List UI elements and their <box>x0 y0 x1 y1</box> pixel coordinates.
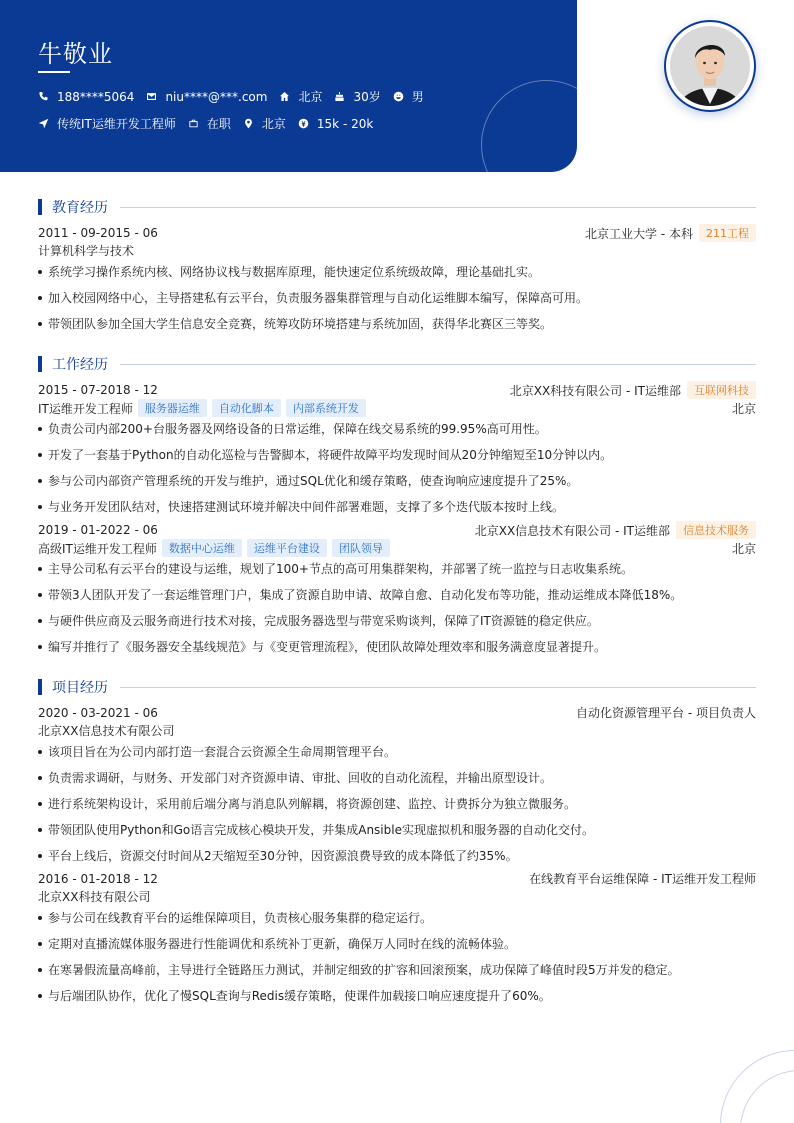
bullet-text: 该项目旨在为公司内部打造一套混合云资源全生命周期管理平台。 <box>48 745 397 759</box>
bullet-text: 定期对直播流媒体服务器进行性能调优和系统补丁更新，确保万人同时在线的流畅体验。 <box>48 937 517 951</box>
bullet-dot <box>38 750 42 754</box>
money-icon <box>298 118 309 129</box>
bullet-dot <box>38 828 42 832</box>
work-title-row <box>38 539 756 557</box>
target-job-item <box>38 115 176 132</box>
bullet-text: 参与公司在线教育平台的运维保障项目，负责核心服务集群的稳定运行。 <box>48 911 433 925</box>
email-icon <box>146 91 157 102</box>
target-city-text: 北京 <box>261 117 286 131</box>
education-entry-head <box>38 224 756 242</box>
bullet-dot <box>38 322 42 326</box>
list-item <box>38 769 756 786</box>
skill-tag: 服务器运维 <box>138 399 207 417</box>
header-banner <box>0 0 577 172</box>
phone-icon <box>38 91 49 102</box>
bullet-dot <box>38 270 42 274</box>
send-icon <box>38 118 49 129</box>
header-decor-circle <box>481 80 577 172</box>
education-major: 计算机科学与技术 <box>38 244 135 258</box>
bullet-text: 编写并推行了《服务器安全基线规范》与《变更管理流程》，使团队故障处理效率和服务满意度显著提升。 <box>48 640 607 654</box>
job-intent-row <box>38 115 385 132</box>
email-text: niu****@***.com <box>165 89 268 104</box>
age-item <box>334 88 380 105</box>
bullet-text: 加入校园网络中心，主导搭建私有云平台，负责服务器集群管理与自动化运维脚本编写，保障高可用。 <box>48 291 589 305</box>
bullet-text: 带领团队参加全国大学生信息安全竞赛，统筹攻防环境搭建与系统加固，获得华北赛区三等奖。 <box>48 317 553 331</box>
work-title: 高级IT运维开发工程师 <box>38 541 157 556</box>
bullet-dot <box>38 619 42 623</box>
skill-tag: 团队领导 <box>332 539 390 557</box>
skill-tag: 运维平台建设 <box>247 539 327 557</box>
status-item <box>188 115 231 132</box>
list-item <box>38 612 756 629</box>
bullet-text: 平台上线后，资源交付时间从2天缩短至30分钟，因资源浪费导致的成本降低了约35%。 <box>48 849 518 863</box>
section-work-title <box>38 354 756 374</box>
bullet-text: 进行系统架构设计，采用前后端分离与消息队列解耦，将资源创建、监控、计费拆分为独立微服务。 <box>48 797 577 811</box>
project-entry-head <box>38 870 756 887</box>
list-item <box>38 420 756 437</box>
education-school-degree: 北京工业大学 - 本科 <box>585 226 693 241</box>
gender-item <box>393 88 424 105</box>
bullet-text: 带领3人团队开发了一套运维管理门户，集成了资源自助申请、故障自愈、自动化发布等功能，推动运维成本降低18%。 <box>48 588 683 602</box>
work-company-dept: 北京XX信息技术有限公司 - IT运维部 <box>474 523 670 538</box>
phone-item <box>38 90 134 104</box>
project-period: 2016 - 01-2018 - 12 <box>38 871 158 886</box>
list-item <box>38 987 756 1004</box>
bullet-dot <box>38 854 42 858</box>
contact-row <box>38 88 436 105</box>
section-title-text: 项目经历 <box>52 680 108 696</box>
work-period: 2015 - 07-2018 - 12 <box>38 383 158 397</box>
education-tag: 211工程 <box>699 224 756 242</box>
bullet-dot <box>38 916 42 920</box>
bullet-dot <box>38 776 42 780</box>
salary-item <box>298 117 373 131</box>
bullet-text: 与后端团队协作，优化了慢SQL查询与Redis缓存策略，使课件加载接口响应速度提升了60%。 <box>48 989 551 1003</box>
bullet-text: 开发了一套基于Python的自动化巡检与告警脚本，将硬件故障平均发现时间从20分钟缩短至10分钟以内。 <box>48 448 613 462</box>
bullet-dot <box>38 645 42 649</box>
bullet-dot <box>38 593 42 597</box>
list-item <box>38 289 756 306</box>
section-divider <box>120 207 756 208</box>
list-item <box>38 498 756 515</box>
cake-icon <box>334 91 345 102</box>
bullet-dot <box>38 479 42 483</box>
list-item <box>38 315 756 332</box>
target-city-item <box>243 115 286 132</box>
bullet-text: 带领团队使用Python和Go语言完成核心模块开发，并集成Ansible实现虚拟机和服务器的自动化交付。 <box>48 823 594 837</box>
section-education-title <box>38 197 756 217</box>
smile-icon <box>393 91 404 102</box>
bullet-text: 系统学习操作系统内核、网络协议栈与数据库原理，能快速定位系统级故障，理论基础扎实。 <box>48 265 541 279</box>
section-marker <box>38 679 42 695</box>
salary-text: 15k - 20k <box>316 116 374 131</box>
bullet-dot <box>38 802 42 806</box>
bullet-dot <box>38 453 42 457</box>
home-icon <box>279 91 290 102</box>
list-item <box>38 743 756 760</box>
skill-tag: 数据中心运维 <box>162 539 242 557</box>
work-period: 2019 - 01-2022 - 06 <box>38 523 158 537</box>
section-project-title <box>38 677 756 697</box>
avatar <box>664 20 756 112</box>
bullet-text: 与业务开发团队结对，快速搭建测试环境并解决中间件部署难题，支撑了多个迭代版本按时上线。 <box>48 500 565 514</box>
phone-text: 188****5064 <box>57 89 135 104</box>
work-industry-tag: 信息技术服务 <box>676 521 756 539</box>
bullet-dot <box>38 968 42 972</box>
bullet-dot <box>38 567 42 571</box>
education-major-row <box>38 242 756 259</box>
age-text: 30岁 <box>353 90 381 104</box>
bullet-text: 主导公司私有云平台的建设与运维，规划了100+节点的高可用集群架构，并部署了统一监控与日志收集系统。 <box>48 562 633 576</box>
project-period: 2020 - 03-2021 - 06 <box>38 705 158 720</box>
bullet-dot <box>38 296 42 300</box>
list-item <box>38 263 756 280</box>
list-item <box>38 560 756 577</box>
work-entry-head <box>38 521 756 539</box>
project-company-row <box>38 722 756 739</box>
list-item <box>38 821 756 838</box>
list-item <box>38 638 756 655</box>
project-entry-head <box>38 704 756 721</box>
bullet-text: 负责需求调研，与财务、开发部门对齐资源申请、审批、回收的自动化流程，并输出原型设计。 <box>48 771 553 785</box>
work-company-dept: 北京XX科技有限公司 - IT运维部 <box>509 383 681 398</box>
target-job-text: 传统IT运维开发工程师 <box>57 117 176 131</box>
name-underline <box>38 71 70 73</box>
location-item <box>279 88 322 105</box>
list-item <box>38 961 756 978</box>
project-company: 北京XX科技有限公司 <box>38 890 151 904</box>
project-name-role: 自动化资源管理平台 - 项目负责人 <box>576 706 756 720</box>
list-item <box>38 795 756 812</box>
section-title-text: 教育经历 <box>52 200 108 216</box>
bullet-text: 负责公司内部200+台服务器及网络设备的日常运维，保障在线交易系统的99.95%高可用性。 <box>48 422 547 436</box>
project-name-role: 在线教育平台运维保障 - IT运维开发工程师 <box>529 872 756 886</box>
section-marker <box>38 356 42 372</box>
section-divider <box>120 364 756 365</box>
skill-tag: 自动化脚本 <box>212 399 281 417</box>
list-item <box>38 472 756 489</box>
work-title-row <box>38 399 756 417</box>
bullet-dot <box>38 942 42 946</box>
list-item <box>38 586 756 603</box>
candidate-name: 牛敬业 <box>38 40 113 68</box>
work-city: 北京 <box>731 401 756 416</box>
work-industry-tag: 互联网科技 <box>687 381 756 399</box>
list-item <box>38 446 756 463</box>
project-company-row <box>38 888 756 905</box>
avatar-portrait <box>670 26 750 106</box>
list-item <box>38 935 756 952</box>
section-marker <box>38 199 42 215</box>
education-period: 2011 - 09-2015 - 06 <box>38 226 158 240</box>
briefcase-icon <box>188 118 199 129</box>
list-item <box>38 847 756 864</box>
gender-text: 男 <box>411 90 424 104</box>
location-pin-icon <box>243 118 254 129</box>
work-city: 北京 <box>731 541 756 556</box>
project-company: 北京XX信息技术有限公司 <box>38 724 175 738</box>
work-entry-head <box>38 381 756 399</box>
bullet-dot <box>38 427 42 431</box>
bullet-dot <box>38 994 42 998</box>
location-text: 北京 <box>298 90 323 104</box>
bullet-text: 与硬件供应商及云服务商进行技术对接，完成服务器选型与带宽采购谈判，保障了IT资源链的稳定供应。 <box>48 614 599 628</box>
bullet-dot <box>38 505 42 509</box>
email-item <box>146 90 267 104</box>
status-text: 在职 <box>206 117 231 131</box>
section-title-text: 工作经历 <box>52 357 108 373</box>
list-item <box>38 909 756 926</box>
skill-tag: 内部系统开发 <box>286 399 366 417</box>
section-divider <box>120 687 756 688</box>
bullet-text: 在寒暑假流量高峰前，主导进行全链路压力测试，并制定细致的扩容和回滚预案，成功保障了峰值时段5万并发的稳定。 <box>48 963 680 977</box>
work-title: IT运维开发工程师 <box>38 401 133 416</box>
bullet-text: 参与公司内部资产管理系统的开发与维护，通过SQL优化和缓存策略，使查询响应速度提升了25%。 <box>48 474 579 488</box>
